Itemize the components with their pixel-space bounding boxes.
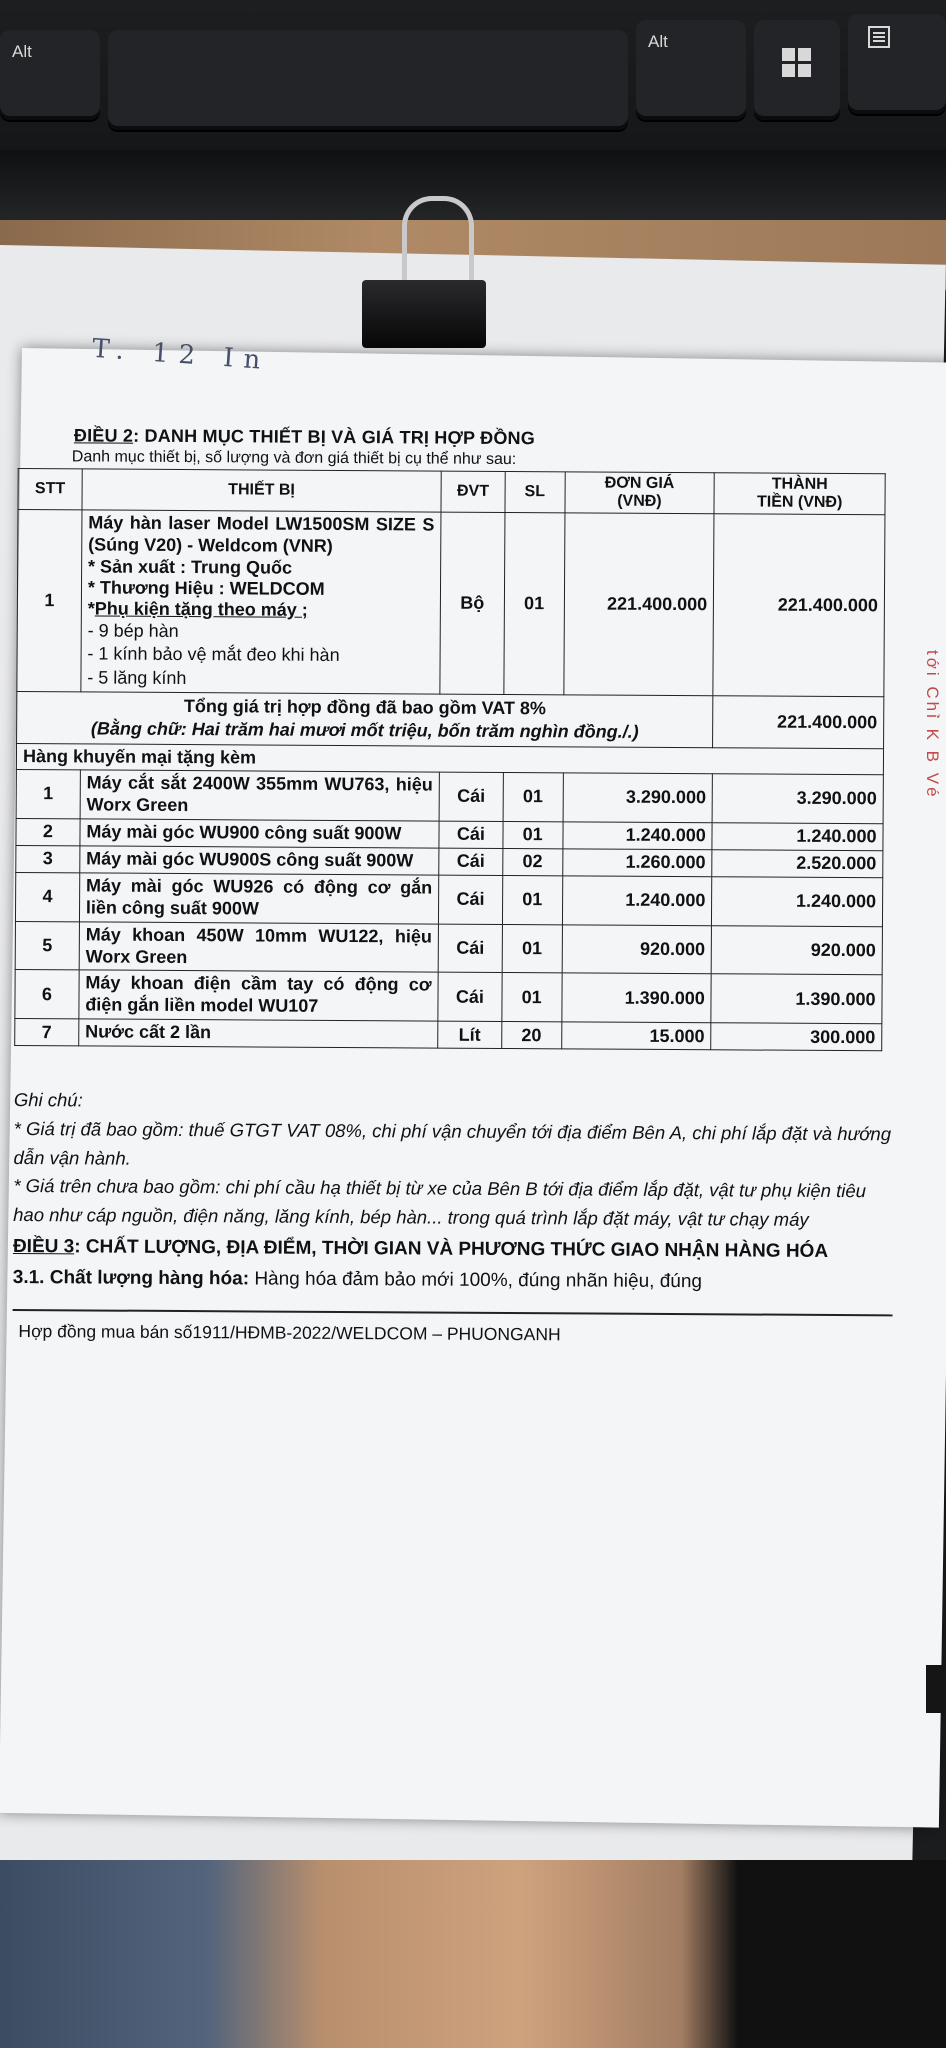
alt-key-right-label: Alt xyxy=(648,32,668,51)
article-3-label: ĐIỀU 3 xyxy=(12,1235,75,1258)
article-2-intro: Danh mục thiết bị, số lượng và đơn giá thiết bị cụ thể như sau: xyxy=(71,448,517,469)
main-item-unit: Bộ xyxy=(440,512,505,694)
promo-unit: Cái xyxy=(439,848,503,875)
promo-unit: Cái xyxy=(438,875,502,924)
promo-qty: 02 xyxy=(503,848,563,875)
promo-qty: 01 xyxy=(503,821,563,848)
accessory-title: Phụ kiện tặng theo máy ; xyxy=(94,598,308,620)
main-item-description xyxy=(81,510,441,694)
promo-qty: 01 xyxy=(502,973,562,1022)
promo-unit-price: 3.290.000 xyxy=(563,773,713,823)
table-header-row xyxy=(18,469,885,515)
promo-unit-price: 1.240.000 xyxy=(562,822,712,850)
accessory-item: - 1 kính bảo vệ mắt đeo khi hàn xyxy=(87,643,340,666)
main-item-origin: * Sản xuất : Trung Quốc xyxy=(87,556,293,578)
article-3-title: : CHẤT LƯỢNG, ĐỊA ĐIỂM, THỜI GIAN VÀ PHƯƠNG THỨC GIAO NHẬN HÀNG HÓA xyxy=(74,1236,829,1262)
promo-name: Nước cất 2 lần xyxy=(79,1019,438,1048)
menu-icon xyxy=(868,26,890,48)
spacebar-key xyxy=(108,30,628,130)
accessory-prefix: * xyxy=(87,598,95,619)
promo-stt: 2 xyxy=(16,818,80,845)
main-item-qty: 01 xyxy=(504,512,565,694)
article-2-title: : DANH MỤC THIẾT BỊ VÀ GIÁ TRỊ HỢP ĐỒNG xyxy=(133,425,536,449)
promo-total: 1.240.000 xyxy=(712,823,883,851)
promo-unit: Cái xyxy=(438,924,502,973)
header-qty: SL xyxy=(505,471,565,512)
alt-key-left xyxy=(0,30,100,120)
header-total-line1: THÀNH xyxy=(771,475,828,493)
promo-stt: 5 xyxy=(15,921,79,970)
promo-name: Máy cắt sắt 2400W 355mm WU763, hiệu Worx Green xyxy=(80,770,439,821)
header-unit-price xyxy=(565,472,715,514)
header-unit-price-line1: ĐƠN GIÁ xyxy=(604,474,675,493)
promo-total: 300.000 xyxy=(711,1023,882,1051)
windows-key xyxy=(754,20,840,120)
keyboard-background xyxy=(0,0,946,240)
promo-unit-price: 15.000 xyxy=(561,1022,711,1050)
table-row xyxy=(15,921,882,975)
phone-edge xyxy=(926,1665,946,1713)
main-item-stt: 1 xyxy=(17,510,82,692)
notes-line-2: * Giá trên chưa bao gồm: chi phí cầu hạ thiết bị từ xe của Bên B tới địa điểm lắp đặt, vật tư phụ kiện tiêu hao như cáp nguồn, điện năng, lăng kính, bép hàn... trong quá trình lắp đặt máy, vật tư chạy máy xyxy=(13,1175,867,1230)
notes-section xyxy=(13,1086,894,1235)
clause-3-1 xyxy=(13,1267,893,1294)
promo-name: Máy mài góc WU900S công suất 900W xyxy=(80,846,439,875)
contract-page xyxy=(12,425,898,1347)
windows-icon xyxy=(782,48,812,78)
promo-name: Máy mài góc WU926 có động cơ gắn liền công suất 900W xyxy=(79,873,438,924)
alt-key-left-label: Alt xyxy=(12,42,32,61)
promo-name: Máy khoan 450W 10mm WU122, hiệu Worx Green xyxy=(79,921,438,972)
article-2-heading xyxy=(74,425,898,451)
promo-stt: 3 xyxy=(16,845,80,872)
header-unit-price-line2: (VNĐ) xyxy=(617,492,662,510)
header-total-line2: TIỀN (VNĐ) xyxy=(756,493,843,512)
promo-total: 1.390.000 xyxy=(711,974,882,1024)
binder-clip xyxy=(362,280,486,348)
footer-contract-number: Hợp đồng mua bán số1911/HĐMB-2022/WELDCOM – PHUONGANH xyxy=(18,1321,561,1345)
promo-name: Máy khoan điện cầm tay có động cơ điện gắn liền model WU107 xyxy=(79,970,438,1021)
promo-unit: Cái xyxy=(439,821,503,848)
table-row xyxy=(15,970,882,1024)
footer-divider xyxy=(13,1309,893,1316)
table-row xyxy=(15,872,882,926)
accessory-item: - 5 lăng kính xyxy=(87,667,187,688)
menu-key xyxy=(848,14,946,114)
main-item-total: 221.400.000 xyxy=(713,514,885,697)
table-row xyxy=(15,1019,882,1051)
grand-total-label-cell xyxy=(17,692,714,748)
notes-title: Ghi chú: xyxy=(13,1089,83,1111)
table-row xyxy=(16,769,883,823)
article-2-label: ĐIỀU 2 xyxy=(73,425,134,446)
article-3-heading xyxy=(13,1232,893,1267)
header-device: THIẾT BỊ xyxy=(82,469,441,512)
margin-stamp-text: tới Chỉ K B Vé xyxy=(923,650,942,800)
notes-line-1: * Giá trị đã bao gồm: thuế GTGT VAT 08%, chi phí vận chuyển tới địa điểm Bên A, chi phí lắp đặt và hướng dẫn vận hành. xyxy=(13,1118,892,1169)
promo-unit-price: 1.390.000 xyxy=(561,973,711,1023)
promo-total: 3.290.000 xyxy=(712,774,883,824)
promo-qty: 01 xyxy=(503,772,563,821)
promo-stt: 4 xyxy=(15,872,79,921)
promo-total: 2.520.000 xyxy=(712,849,883,877)
grand-total-in-words: (Bằng chữ: Hai trăm hai mươi mốt triệu, bốn trăm nghìn đồng./.) xyxy=(90,718,639,743)
promo-stt: 1 xyxy=(16,769,80,818)
promo-unit-price: 1.260.000 xyxy=(562,849,712,877)
alt-key-right xyxy=(636,20,746,120)
header-stt: STT xyxy=(18,469,82,510)
grand-total-label: Tổng giá trị hợp đồng đã bao gồm VAT 8% xyxy=(183,696,547,719)
handwritten-note: T. 12 In xyxy=(91,333,272,377)
grand-total-value: 221.400.000 xyxy=(713,696,884,749)
accessory-item: - 9 bép hàn xyxy=(87,620,179,641)
promo-total: 1.240.000 xyxy=(712,876,883,926)
promo-qty: 01 xyxy=(502,924,562,973)
promo-unit-price: 920.000 xyxy=(562,924,712,974)
main-item-name: Máy hàn laser Model LW1500SM SIZE S (Súng V20) - Weldcom (VNR) xyxy=(88,512,435,556)
header-total xyxy=(714,473,885,515)
main-item-unit-price: 221.400.000 xyxy=(563,513,714,696)
clause-3-1-label: 3.1. Chất lượng hàng hóa: xyxy=(12,1267,250,1290)
promo-stt: 6 xyxy=(15,970,79,1019)
promo-qty: 01 xyxy=(502,875,562,924)
header-unit: ĐVT xyxy=(441,471,505,512)
promo-qty: 20 xyxy=(502,1022,562,1049)
promo-unit: Cái xyxy=(438,973,502,1022)
promo-header: Hàng khuyến mại tặng kèm xyxy=(16,743,883,774)
promo-name: Máy mài góc WU900 công suất 900W xyxy=(80,819,439,848)
promo-total: 920.000 xyxy=(711,925,882,975)
promo-unit-price: 1.240.000 xyxy=(562,876,712,926)
equipment-table xyxy=(14,468,886,1052)
main-item-row xyxy=(17,510,885,697)
main-item-accessory-heading xyxy=(88,598,434,621)
grand-total-row xyxy=(17,692,884,749)
promo-stt: 7 xyxy=(15,1019,79,1046)
promo-unit: Lít xyxy=(438,1021,502,1048)
main-item-brand: * Thương Hiệu : WELDCOM xyxy=(87,577,325,599)
desk-bottom-background xyxy=(0,1860,946,2048)
promo-unit: Cái xyxy=(439,772,503,821)
clause-3-1-text: Hàng hóa đảm bảo mới 100%, đúng nhãn hiệu, đúng xyxy=(249,1268,703,1293)
